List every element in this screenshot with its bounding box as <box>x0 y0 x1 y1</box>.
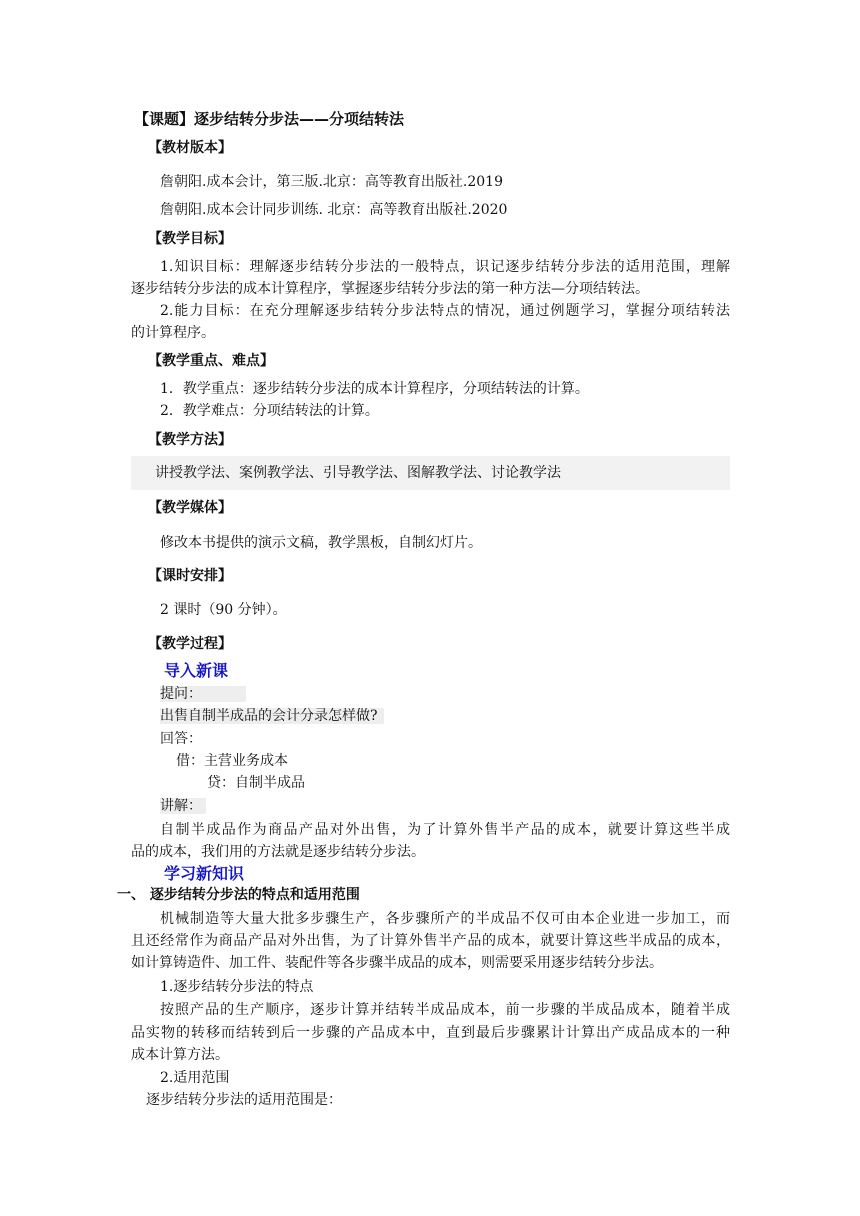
keypoint-2: 2．教学难点：分项结转法的计算。 <box>160 403 379 419</box>
section-heading-objectives: 【教学目标】 <box>148 231 232 247</box>
title-text: 逐步结转分步法——分项结转法 <box>194 110 405 128</box>
keypoint-1: 1．教学重点：逐步结转分步法的成本计算程序，分项结转法的计算。 <box>160 381 589 397</box>
ask-label: 提问： <box>160 684 246 704</box>
credit-entry: 贷：自制半成品 <box>207 775 305 791</box>
para2-line-2: 品实物的转移而结转到后一步骤的产品成本中，直到最后步骤累计计算出产成品成本的一种 <box>131 1025 730 1041</box>
media-text: 修改本书提供的演示文稿，教学黑板，自制幻灯片。 <box>160 535 482 551</box>
objectives-line-1: 1.知识目标：理解逐步结转分步法的一般特点，识记逐步结转分步法的适用范围，理解 <box>160 259 730 275</box>
explain-label: 讲解： <box>160 796 206 816</box>
section-heading-process: 【教学过程】 <box>148 636 232 652</box>
lesson-title <box>134 109 404 129</box>
question-text: 出售自制半成品的会计分录怎样做? <box>160 706 384 726</box>
explain-line-2: 品的成本，我们用的方法就是逐步结转分步法。 <box>131 844 425 860</box>
section-one-heading: 一、 逐步结转分步法的特点和适用范围 <box>117 887 360 903</box>
edition-line-2: 詹朝阳.成本会计同步训练. 北京：高等教育出版社.2020 <box>160 202 508 218</box>
section-heading-edition: 【教材版本】 <box>148 140 232 156</box>
edition-line-1: 詹朝阳.成本会计，第三版.北京：高等教育出版社.2019 <box>160 174 503 190</box>
explain-line-1: 自制半成品作为商品产品对外出售，为了计算外售半产品的成本，就要计算这些半成 <box>160 822 730 838</box>
schedule-text: 2 课时（90 分钟）。 <box>160 602 287 618</box>
section-heading-schedule: 【课时安排】 <box>148 568 232 584</box>
section-heading-methods: 【教学方法】 <box>148 432 232 448</box>
methods-text: 讲授教学法、案例教学法、引导教学法、图解教学法、讨论教学法 <box>155 465 561 481</box>
para3-text: 逐步结转分步法的适用范围是： <box>146 1092 342 1108</box>
intro-heading: 导入新课 <box>164 661 229 680</box>
answer-label: 回答： <box>160 731 202 747</box>
para1-line-3: 如计算铸造件、加工件、装配件等各步骤半成品的成本，则需要采用逐步结转分步法。 <box>131 955 663 971</box>
objectives-line-2: 逐步结转分步法的成本计算程序，掌握逐步结转分步法的第一种方法—分项结转法。 <box>131 281 649 297</box>
para2-line-1: 按照产品的生产顺序，逐步计算并结转半成品成本，前一步骤的半成品成本，随着半成 <box>160 1002 730 1018</box>
newknowledge-heading: 学习新知识 <box>164 864 245 883</box>
para1-line-2: 且还经常作为商品产品对外出售，为了计算外售半产品的成本，就要计算这些半成品的成本， <box>131 933 730 949</box>
section-heading-keypoints: 【教学重点、难点】 <box>148 353 274 369</box>
objectives-line-3: 2.能力目标：在充分理解逐步结转分步法特点的情况，通过例题学习，掌握分项结转法 <box>160 303 730 319</box>
para1-line-1: 机械制造等大量大批多步骤生产，各步骤所产的半成品不仅可由本企业进一步加工，而 <box>160 911 730 927</box>
section-heading-media: 【教学媒体】 <box>148 500 232 516</box>
objectives-line-4: 的计算程序。 <box>131 325 215 341</box>
subheading-scope: 2.适用范围 <box>160 1070 230 1086</box>
debit-entry: 借：主营业务成本 <box>176 753 288 769</box>
title-bracket: 【课题】 <box>134 110 195 128</box>
para2-line-3: 成本计算方法。 <box>131 1047 229 1063</box>
subheading-features: 1.逐步结转分步法的特点 <box>160 979 314 995</box>
